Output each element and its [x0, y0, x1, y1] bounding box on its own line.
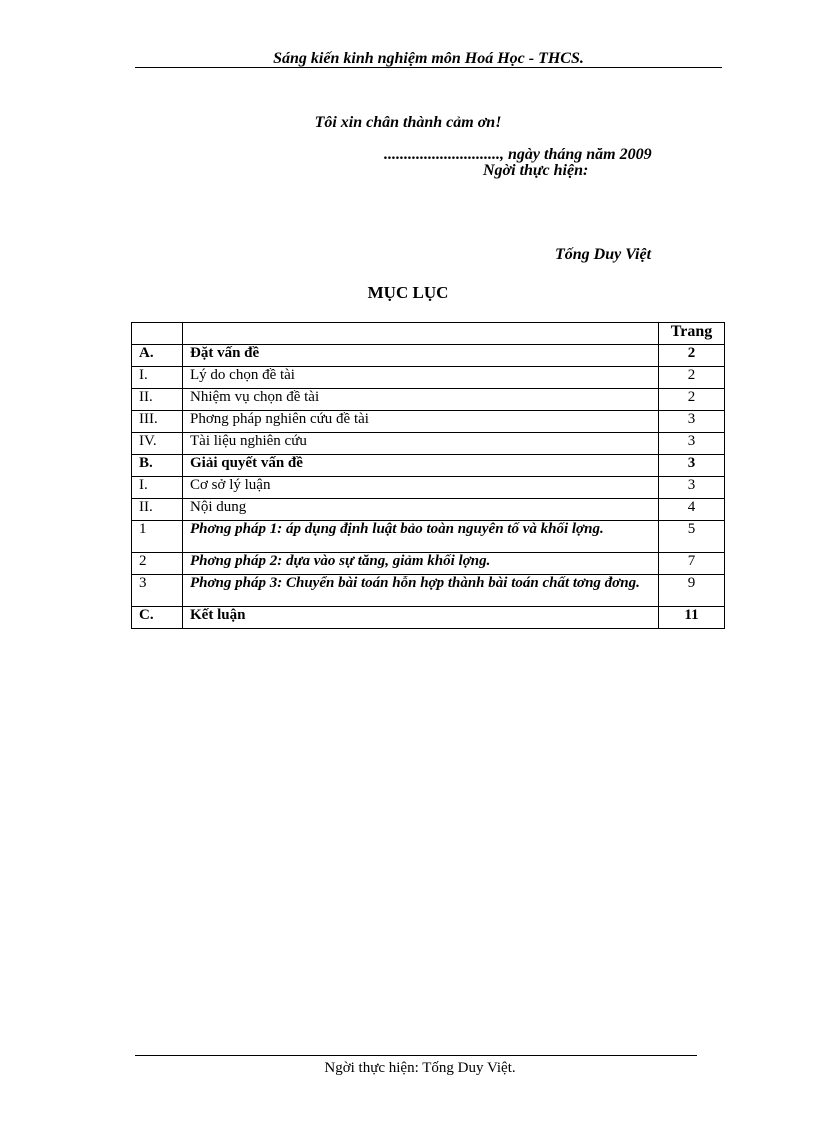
toc-header-row: [132, 323, 725, 345]
toc-table: [131, 322, 725, 629]
toc-row-title: Nhiệm vụ chọn đề tài: [183, 389, 659, 411]
toc-row-title: Tài liệu nghiên cứu: [183, 433, 659, 455]
toc-row-title: Giải quyết vấn đề: [183, 455, 659, 477]
toc-row-num: B.: [132, 455, 183, 477]
toc-row-title: Kết luận: [183, 607, 659, 629]
toc-row: [132, 455, 725, 477]
toc-row: [132, 499, 725, 521]
toc-row-title: Cơ sở lý luận: [183, 477, 659, 499]
toc-row: [132, 575, 725, 607]
toc-row-page: 2: [659, 345, 725, 367]
toc-row: [132, 367, 725, 389]
toc-row: [132, 411, 725, 433]
toc-row-num: IV.: [132, 433, 183, 455]
thanks-text: Tôi xin chân thành cảm ơn!: [314, 114, 502, 131]
toc-row-num: I.: [132, 477, 183, 499]
toc-row-num: II.: [132, 499, 183, 521]
toc-row: [132, 521, 725, 553]
toc-row-title: Lý do chọn đề tài: [183, 367, 659, 389]
performer-label: Ngời thực hiện:: [483, 162, 589, 179]
toc-row-num: 1: [132, 521, 183, 553]
toc-header-title: [183, 323, 659, 345]
page-header: Sáng kiến kinh nghiệm môn Hoá Học - THCS.: [135, 50, 722, 68]
toc-row: [132, 607, 725, 629]
toc-row-page: 2: [659, 367, 725, 389]
toc-row-page: 5: [659, 521, 725, 553]
toc-row-num: 3: [132, 575, 183, 607]
toc-row-title: Phơng pháp nghiên cứu đề tài: [183, 411, 659, 433]
toc-row-num: A.: [132, 345, 183, 367]
toc-row: [132, 389, 725, 411]
toc-row: [132, 433, 725, 455]
toc-row: [132, 553, 725, 575]
toc-row-num: III.: [132, 411, 183, 433]
toc-row-page: 3: [659, 455, 725, 477]
toc-row-num: II.: [132, 389, 183, 411]
toc-row-title: Đặt vấn đề: [183, 345, 659, 367]
toc-row-num: C.: [132, 607, 183, 629]
toc-row-title: Phơng pháp 3: Chuyển bài toán hỗn hợp thành bài toán chất tơng đơng.: [183, 575, 659, 607]
toc-row-page: 3: [659, 477, 725, 499]
toc-title: MỤC LỤC: [367, 283, 449, 302]
toc-row-page: 11: [659, 607, 725, 629]
toc-row: [132, 345, 725, 367]
toc-row-page: 2: [659, 389, 725, 411]
toc-row-num: I.: [132, 367, 183, 389]
toc-row-title: Phơng pháp 2: dựa vào sự tăng, giảm khối lợng.: [183, 553, 659, 575]
toc-header-page: Trang: [659, 323, 725, 345]
toc-row: [132, 477, 725, 499]
toc-row-page: 7: [659, 553, 725, 575]
toc-row-page: 3: [659, 433, 725, 455]
toc-row-title: Nội dung: [183, 499, 659, 521]
toc-row-num: 2: [132, 553, 183, 575]
signature-name: Tống Duy Việt: [555, 246, 652, 263]
toc-row-title: Phơng pháp 1: áp dụng định luật bảo toàn nguyên tố và khối lợng.: [183, 521, 659, 553]
footer-rule: [135, 1055, 697, 1056]
toc-row-page: 3: [659, 411, 725, 433]
date-line: ............................., ngày tháng năm 2009: [384, 146, 652, 163]
toc-row-page: 4: [659, 499, 725, 521]
toc-header-num: [132, 323, 183, 345]
toc-row-page: 9: [659, 575, 725, 607]
footer-text: Ngời thực hiện: Tống Duy Việt.: [324, 1060, 516, 1076]
